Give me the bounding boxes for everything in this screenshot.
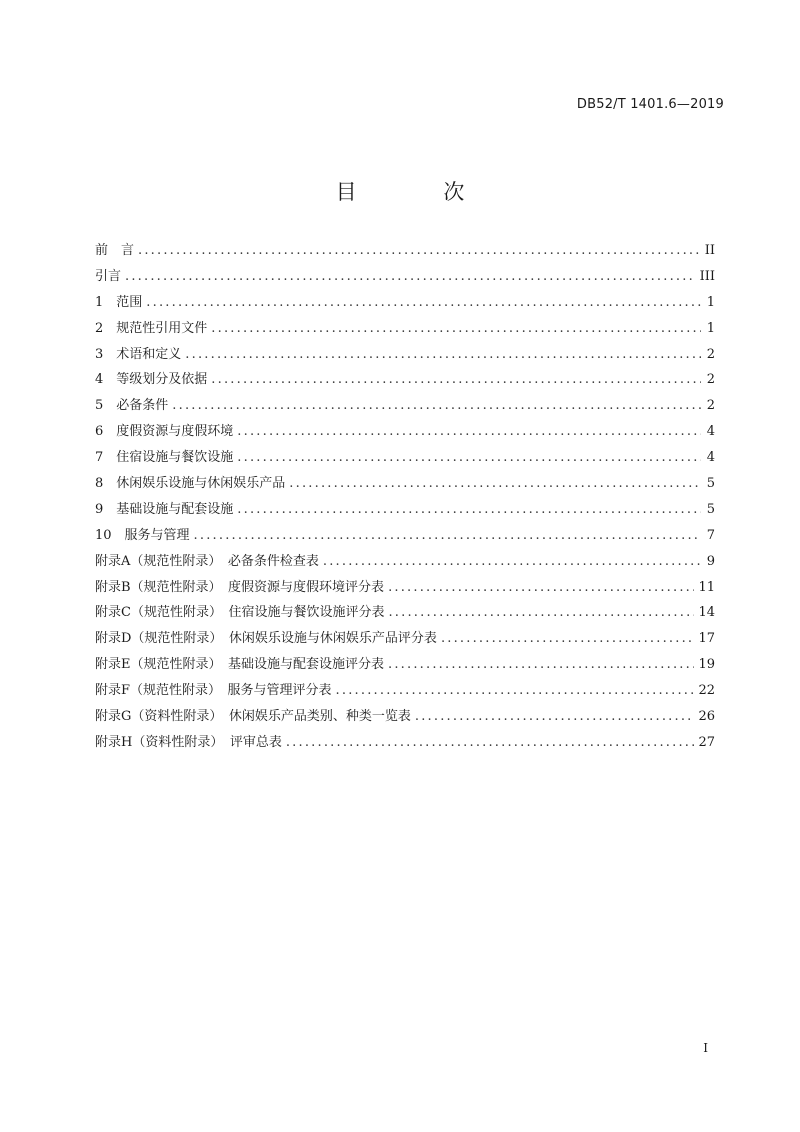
page-number: I	[703, 1041, 708, 1055]
toc-entry-grading[interactable]	[95, 368, 715, 394]
toc-leader-dots	[388, 657, 694, 672]
toc-entry-leisure[interactable]	[95, 472, 715, 498]
toc-entry-page: II	[704, 243, 715, 258]
toc-leader-dots	[185, 347, 701, 362]
toc-leader-dots	[289, 476, 701, 491]
toc-leader-dots	[146, 295, 701, 310]
toc-leader-dots	[323, 554, 701, 569]
toc-entry-page: 5	[706, 501, 715, 517]
toc-entry-label: 2 规范性引用文件	[95, 320, 208, 336]
toc-leader-dots	[415, 709, 695, 724]
toc-entry-appendix-f[interactable]	[95, 679, 715, 705]
toc-entry-page: III	[699, 268, 715, 284]
toc-entry-page: 2	[706, 372, 715, 388]
toc-entry-label: 3 术语和定义	[95, 346, 182, 362]
toc-entry-label: 7 住宿设施与餐饮设施	[95, 450, 234, 466]
toc-entry-page: 5	[706, 476, 715, 492]
toc-entry-page: 11	[698, 579, 715, 595]
toc-leader-dots	[237, 502, 701, 517]
toc-leader-dots	[237, 424, 701, 439]
toc-entry-label: 附录A（规范性附录） 必备条件检查表	[95, 553, 319, 569]
page-title: 目 次	[335, 180, 505, 204]
toc-leader-dots	[125, 269, 696, 284]
toc-entry-label: 附录C（规范性附录） 住宿设施与餐饮设施评分表	[95, 605, 385, 621]
toc-entry-page: 22	[698, 683, 715, 699]
toc-entry-page: 26	[698, 709, 715, 725]
toc-entry-label: 9 基础设施与配套设施	[95, 501, 234, 517]
toc-entry-terms-definitions[interactable]	[95, 343, 715, 369]
toc-entry-service-management[interactable]	[95, 524, 715, 550]
toc-entry-label: 4 等级划分及依据	[95, 372, 208, 388]
toc-entry-label: 前 言	[95, 243, 135, 258]
toc-entry-scope[interactable]	[95, 291, 715, 317]
toc-entry-label: 附录G（资料性附录） 休闲娱乐产品类别、种类一览表	[95, 709, 411, 725]
toc-entry-page: 27	[698, 734, 715, 750]
toc-entry-page: 2	[706, 398, 715, 414]
toc-entry-page: 2	[706, 346, 715, 362]
toc-entry-appendix-g[interactable]	[95, 705, 715, 731]
toc-entry-label: 5 必备条件	[95, 398, 169, 414]
toc-leader-dots	[441, 631, 695, 646]
toc-entry-label: 附录D（规范性附录） 休闲娱乐设施与休闲娱乐产品评分表	[95, 631, 437, 647]
toc-entry-label: 1 范围	[95, 294, 143, 310]
toc-entry-page: 4	[706, 450, 715, 466]
toc-entry-label: 10 服务与管理	[95, 527, 190, 543]
toc-entry-resources-environment[interactable]	[95, 420, 715, 446]
toc-entry-label: 附录E（规范性附录） 基础设施与配套设施评分表	[95, 657, 384, 673]
toc-leader-dots	[138, 243, 701, 258]
toc-entry-foreword[interactable]	[95, 239, 715, 265]
toc-entry-normative-references[interactable]	[95, 317, 715, 343]
toc-entry-page: 9	[706, 553, 715, 569]
toc-leader-dots	[286, 735, 695, 750]
toc-entry-appendix-a[interactable]	[95, 550, 715, 576]
toc-entry-page: 1	[706, 294, 715, 310]
toc-leader-dots	[388, 580, 694, 595]
toc-leader-dots	[336, 683, 695, 698]
table-of-contents	[95, 239, 715, 757]
toc-entry-label: 8 休闲娱乐设施与休闲娱乐产品	[95, 476, 286, 492]
toc-entry-label: 附录B（规范性附录） 度假资源与度假环境评分表	[95, 579, 385, 595]
toc-entry-infrastructure[interactable]	[95, 498, 715, 524]
toc-entry-label: 附录H（资料性附录） 评审总表	[95, 734, 282, 750]
toc-entry-requirements[interactable]	[95, 394, 715, 420]
toc-leader-dots	[388, 605, 694, 620]
toc-entry-appendix-d[interactable]	[95, 627, 715, 653]
toc-entry-page: 17	[698, 631, 715, 647]
toc-entry-appendix-b[interactable]	[95, 576, 715, 602]
toc-leader-dots	[172, 398, 701, 413]
toc-entry-label: 附录F（规范性附录） 服务与管理评分表	[95, 683, 332, 699]
toc-entry-label: 引言	[95, 268, 122, 284]
toc-entry-page: 19	[698, 657, 715, 673]
toc-entry-appendix-h[interactable]	[95, 731, 715, 757]
toc-entry-page: 14	[698, 605, 715, 621]
document-code: DB52/T 1401.6—2019	[576, 97, 724, 112]
toc-entry-introduction[interactable]	[95, 265, 715, 291]
toc-entry-page: 1	[706, 320, 715, 336]
toc-leader-dots	[211, 372, 701, 387]
toc-entry-label: 6 度假资源与度假环境	[95, 424, 234, 440]
toc-entry-page: 4	[706, 424, 715, 440]
toc-entry-page: 7	[706, 527, 715, 543]
toc-entry-lodging-dining[interactable]	[95, 446, 715, 472]
toc-leader-dots	[237, 450, 701, 465]
toc-leader-dots	[194, 528, 701, 543]
toc-entry-appendix-c[interactable]	[95, 601, 715, 627]
toc-entry-appendix-e[interactable]	[95, 653, 715, 679]
toc-leader-dots	[211, 321, 701, 336]
